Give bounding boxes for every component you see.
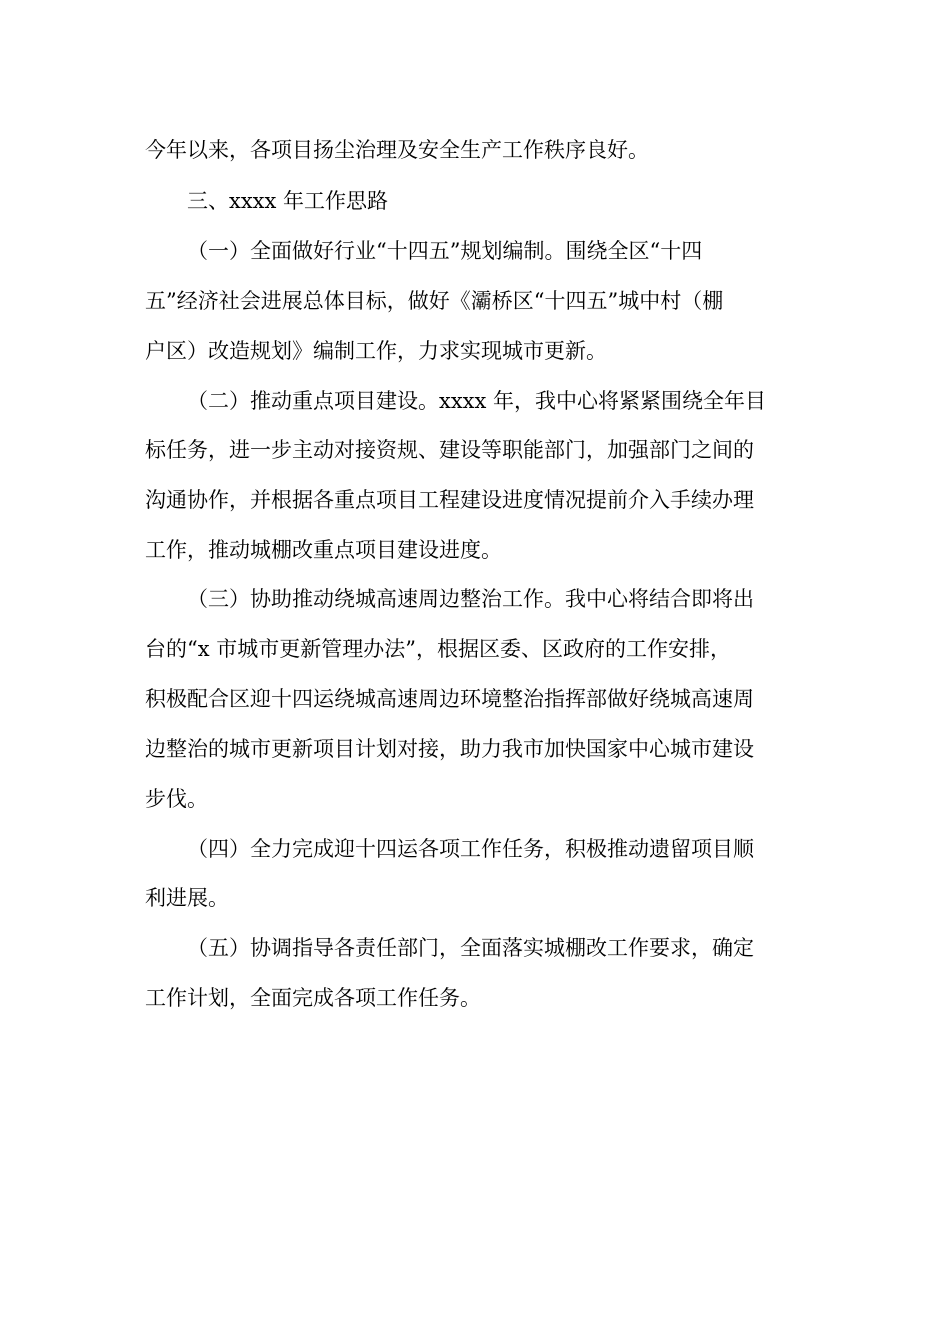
text-line: 标任务，进一步主动对接资规、建设等职能部门，加强部门之间的 [145, 438, 754, 462]
text-line: （一）全面做好行业“十四五”规划编制。围绕全区“十四 [187, 239, 703, 263]
text-line: 台的“x 市城市更新管理办法”，根据区委、区政府的工作安排， [145, 637, 731, 661]
text-line: 沟通协作，并根据各重点项目工程建设进度情况提前介入手续办理 [145, 488, 754, 512]
text-line: 工作计划，全面完成各项工作任务。 [145, 986, 481, 1010]
text-line: （四）全力完成迎十四运各项工作任务，积极推动遗留项目顺 [187, 837, 754, 861]
section-heading: 三、xxxx 年工作思路 [187, 189, 389, 213]
text-line: 利进展。 [145, 886, 229, 910]
text-line: （二）推动重点项目建设。xxxx 年，我中心将紧紧围绕全年目 [187, 389, 767, 413]
text-line: 五”经济社会进展总体目标，做好《灞桥区“十四五”城中村（棚 [145, 289, 724, 313]
text-line: 户区）改造规划》编制工作，力求实现城市更新。 [145, 339, 607, 363]
text-line: 工作，推动城棚改重点项目建设进度。 [145, 538, 502, 562]
text-line: 步伐。 [145, 787, 208, 811]
text-line: 今年以来，各项目扬尘治理及安全生产工作秩序良好。 [145, 138, 649, 162]
text-line: 积极配合区迎十四运绕城高速周边环境整治指挥部做好绕城高速周 [145, 687, 754, 711]
text-line: 边整治的城市更新项目计划对接，助力我市加快国家中心城市建设 [145, 737, 754, 761]
text-line: （五）协调指导各责任部门，全面落实城棚改工作要求，确定 [187, 936, 754, 960]
text-line: （三）协助推动绕城高速周边整治工作。我中心将结合即将出 [187, 587, 754, 611]
